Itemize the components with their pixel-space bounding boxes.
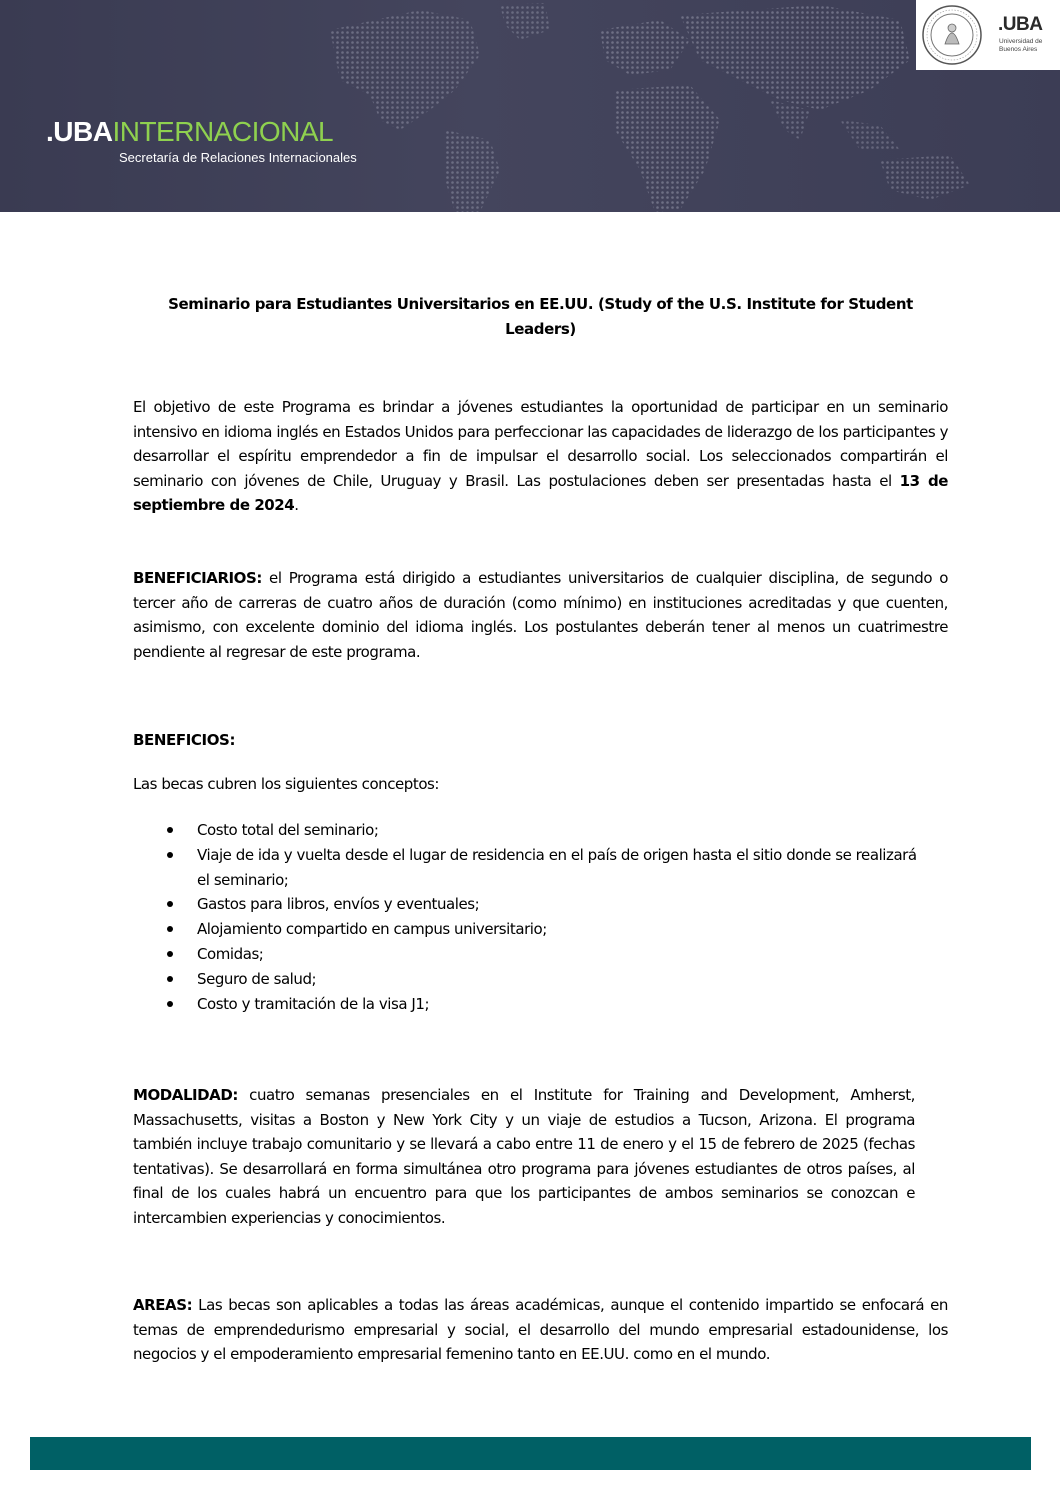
beneficios-heading: BENEFICIOS: [133, 731, 236, 749]
bullet-icon [167, 827, 173, 833]
intro-paragraph [133, 395, 948, 518]
list-item: Costo y tramitación de la visa J1; [165, 992, 925, 1017]
beneficios-list [165, 818, 925, 1016]
bullet-icon [167, 1001, 173, 1007]
uba-logo [916, 0, 1060, 70]
intro-text: El objetivo de este Programa es brindar a jóvenes estudiantes la oportunidad de participar en un seminario intensivo en idioma inglés en Estados Unidos para perfeccionar las capacidades de liderazgo de los participantes y desarrollar el espíritu emprendedor a fin de impulsar el desarrollo social. Los seleccionados compartirán el seminario con jóvenes de Chile, Uruguay y Brasil. Las postulaciones deben ser presentadas hasta el [133, 398, 948, 490]
beneficiarios-paragraph [133, 566, 948, 664]
modalidad-paragraph [133, 1083, 915, 1230]
logo-uba-subtext: Universidad de Buenos Aires [999, 38, 1043, 53]
bullet-icon [167, 901, 173, 907]
uba-internacional-logo [46, 118, 333, 146]
list-item: Alojamiento compartido en campus universitario; [165, 917, 925, 942]
bullet-icon [167, 852, 173, 858]
header-subtitle: Secretaría de Relaciones Internacionales [119, 150, 357, 165]
bullet-icon [167, 976, 173, 982]
logo-uba-text: .UBA [998, 14, 1043, 35]
areas-paragraph [133, 1293, 948, 1367]
beneficiarios-text: el Programa está dirigido a estudiantes universitarios de cualquier disciplina, de segundo o tercer año de carreras de cuatro años de duración (como mínimo) en instituciones acreditadas y que cuenten, asimismo, con excelente dominio del idioma inglés. Los postulantes deberán tener al menos un cuatrimestre pendiente al regresar de este programa. [133, 569, 948, 661]
list-item: Comidas; [165, 942, 925, 967]
bullet-icon [167, 951, 173, 957]
areas-text: Las becas son aplicables a todas las áreas académicas, aunque el contenido impartido se enfocará en temas de emprendedurismo empresarial y social, el desarrollo del mundo empresarial estadounidense, los negocios y el empoderamiento empresarial femenino tanto en EE.UU. como en el mundo. [133, 1296, 948, 1363]
bullet-icon [167, 926, 173, 932]
beneficiarios-label: BENEFICIARIOS: [133, 569, 262, 587]
modalidad-text: cuatro semanas presenciales en el Institute for Training and Development, Amherst, Massachusetts, visitas a Boston y New York City y un viaje de estudios a Tucson, Arizona. El programa también incluye trabajo comunitario y se llevará a cabo entre 11 de enero y el 15 de febrero de 2025 (fechas tentativas). Se desarrollará en forma simultánea otro programa para jóvenes estudiantes de otros países, al final de los cuales habrá un encuentro para que los participantes de ambos seminarios se conozcan e intercambien experiencias y conocimientos. [133, 1086, 915, 1227]
brand-uba: .UBA [46, 116, 113, 147]
footer-bar [30, 1437, 1031, 1470]
document-title: Seminario para Estudiantes Universitarios en EE.UU. (Study of the U.S. Institute for Student Leaders) [168, 295, 913, 338]
university-seal-icon [921, 4, 983, 66]
list-item: Seguro de salud; [165, 967, 925, 992]
world-map-graphic [0, 0, 1060, 212]
deadline-date: 13 de septiembre de 2024 [133, 471, 948, 514]
list-item: Viaje de ida y vuelta desde el lugar de residencia en el país de origen hasta el sitio donde se realizará el seminario; [165, 843, 925, 893]
intro-end: . [294, 496, 299, 514]
modalidad-label: MODALIDAD: [133, 1086, 238, 1104]
brand-internacional: INTERNACIONAL [112, 116, 334, 147]
areas-label: AREAS: [133, 1296, 193, 1314]
header-banner [0, 0, 1060, 212]
beneficios-lead: Las becas cubren los siguientes conceptos: [133, 775, 440, 793]
list-item: Gastos para libros, envíos y eventuales; [165, 892, 925, 917]
list-item: Costo total del seminario; [165, 818, 925, 843]
